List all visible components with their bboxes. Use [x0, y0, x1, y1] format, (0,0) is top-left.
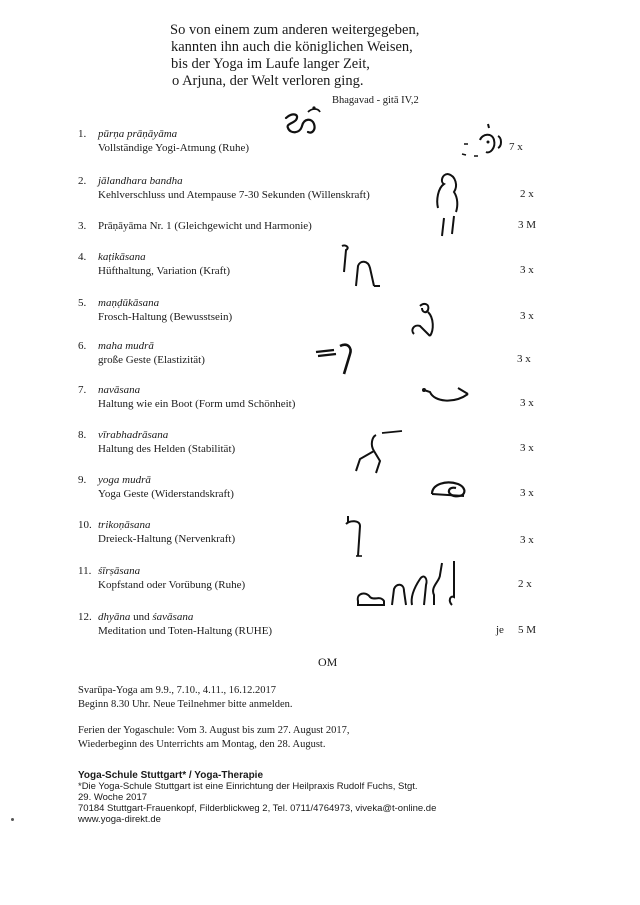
poem	[170, 22, 419, 90]
exercise-description: Yoga Geste (Widerstandskraft)	[98, 488, 234, 500]
repetition-count: 3 x	[520, 264, 534, 276]
holiday-line: Ferien der Yogaschule: Vom 3. August bis zum 27. August 2017,	[78, 725, 350, 736]
repetition-count: 3 M	[518, 219, 537, 231]
repetition-count: 7 x	[509, 141, 523, 153]
footer	[78, 770, 436, 825]
exercise-description: Haltung wie ein Boot (Form umd Schönheit)	[98, 398, 296, 410]
poem-line: So von einem zum anderen weitergegeben,	[170, 22, 420, 38]
mandukasana-figure-icon	[406, 300, 440, 340]
sanskrit-name: trikoṇāsana	[98, 519, 151, 531]
virabhadrasana-figure-icon	[352, 425, 408, 477]
poem-source: Bhagavad - gitā IV,2	[332, 95, 419, 106]
repetition-count: 2 x	[518, 578, 532, 590]
sanskrit-name: maṇḍūkāsana	[98, 297, 160, 309]
sanskrit-name: maha mudrā	[98, 340, 154, 352]
sanskrit-name: jālandhara bandha	[98, 175, 183, 187]
yoga-mudra-figure-icon	[428, 476, 472, 502]
dates-line: Svarūpa-Yoga am 9.9., 7.10., 4.11., 16.12.2017	[78, 685, 277, 696]
start-time-line: Beginn 8.30 Uhr. Neue Teilnehmer bitte anmelden.	[78, 699, 293, 710]
breathing-face-icon	[458, 118, 510, 168]
sanskrit-name: kaṭikāsana	[98, 251, 146, 263]
repetition-count: 3 x	[517, 353, 531, 365]
address-line: 70184 Stuttgart-Frauenkopf, Filderblickweg 2, Tel. 0711/4764973, viveka@t-online.de	[78, 803, 437, 814]
sanskrit-name: navāsana	[98, 384, 141, 396]
exercise-description: Kopfstand oder Vorübung (Ruhe)	[98, 579, 246, 591]
website-link[interactable]: www.yoga-direkt.de	[78, 814, 161, 825]
repetition-count: 3 x	[520, 442, 534, 454]
jalandhara-figure-icon	[430, 170, 468, 240]
week-label: 29. Woche 2017	[78, 792, 148, 803]
sanskrit-name: yoga mudrā	[98, 474, 151, 486]
repetition-prefix: je	[496, 624, 504, 636]
sanskrit-name: śīrṣāsana	[98, 565, 141, 577]
exercise-description: Prāṇāyāma Nr. 1 (Gleichgewicht und Harmonie)	[98, 220, 312, 232]
school-note: *Die Yoga-Schule Stuttgart ist eine Einrichtung der Heilpraxis Rudolf Fuchs, Stgt.	[78, 781, 418, 792]
repetition-count: 3 x	[520, 397, 534, 409]
katikasana-figure-icon	[336, 242, 386, 292]
poem-line: bis der Yoga im Laufe langer Zeit,	[171, 56, 370, 72]
repetition-count: 3 x	[520, 310, 534, 322]
repetition-count: 3 x	[520, 534, 534, 546]
exercise-description: Meditation und Toten-Haltung (RUHE)	[98, 625, 273, 637]
exercise-description: Kehlverschluss und Atempause 7-30 Sekunden (Willenskraft)	[98, 189, 370, 201]
exercise-description: Vollständige Yogi-Atmung (Ruhe)	[98, 142, 250, 154]
repetition-count: 2 x	[520, 188, 534, 200]
om-symbol-icon	[282, 106, 326, 140]
repetition-count: 5 M	[518, 624, 537, 636]
exercise-description: Hüfthaltung, Variation (Kraft)	[98, 265, 231, 277]
exercise-description: Haltung des Helden (Stabilität)	[98, 443, 236, 455]
om-closing: OM	[318, 655, 338, 669]
document-page: So von einem zum anderen weitergegeben, kannten ihn auch die königlichen Weisen, bis der Yoga im Laufe langer Zeit, o Arjuna, der Welt verloren ging. Bhagavad - gitā IV,2 1. pūrṇa prāṇāyāma Vollständige Yogi-Atmung (Ruhe) 7 x 2. jālandhara bandha Kehlverschluss und Atempause 7-30 Sekunden (Willenskraft) 2 x 3. Prāṇāyāma Nr. 1 (Gleichgewicht und Harmonie) 3 M 4. kaṭikāsana Hüfthaltung, Variation (Kraft) 3 x 5. maṇḍūkāsana Frosch-Haltung (Bewusstsein) 3 x 6. maha mudrā große Geste (Elastizität) 3 x 7. navāsana Haltung wie ein Boot (Form umd Schönheit) 3 x 8. vīrabhadrāsana Haltung des Helden (Stabilität) 3 x 9. yoga mudrā Yoga Geste (Widerstandskraft) 3 x 10. trikoṇāsana Dreieck-Haltung (Nervenkraft) 3 x 11. śīrṣāsana Kopfstand oder Vorübung (Ruhe) 2 x 12. dhyāna und śavāsana Meditation und Toten-Haltung (RUHE) je 5 M OM Svarūpa-Yoga am 9.9., 7.10., 4.11., 16.12.2017 Beginn 8.30 Uhr. Neue Teilnehmer bitte anmelden. Ferien der Yogaschule: Vom 3. August bis zum 27. August 2017, Wiederbeginn des Unterrichts am Montag, den 28. August. Yoga-Schule Stuttgart* / Yoga-Therapie *Die Yoga-Schule Stuttgart ist eine Einrichtung der Heilpraxis Rudolf Fuchs, Stgt. 29. Woche 2017 70184 Stuttgart-Frauenkopf, Filderblickweg 2, Tel. 0711/4764973, viveka@t-online.de www.yoga-direkt.de	[0, 0, 640, 905]
trikonasana-figure-icon	[340, 512, 370, 560]
maha-mudra-figure-icon	[314, 340, 358, 376]
sirsasana-sequence-icon	[354, 555, 464, 613]
scan-speck	[11, 818, 14, 821]
poem-line: kannten ihn auch die königlichen Weisen,	[171, 39, 413, 55]
sanskrit-name: vīrabhadrāsana	[98, 429, 169, 441]
sanskrit-name: dhyāna und śavāsana	[98, 611, 194, 623]
exercise-description: große Geste (Elastizität)	[98, 354, 205, 366]
repetition-count: 3 x	[520, 487, 534, 499]
sanskrit-name: pūrṇa prāṇāyāma	[98, 128, 178, 140]
exercise-description: Dreieck-Haltung (Nervenkraft)	[98, 533, 236, 545]
exercise-description: Frosch-Haltung (Bewusstsein)	[98, 311, 233, 323]
school-title: Yoga-Schule Stuttgart* / Yoga-Therapie	[78, 770, 264, 781]
restart-line: Wiederbeginn des Unterrichts am Montag, den 28. August.	[78, 739, 326, 750]
poem-line: o Arjuna, der Welt verloren ging.	[172, 73, 364, 89]
navasana-figure-icon	[420, 382, 474, 412]
